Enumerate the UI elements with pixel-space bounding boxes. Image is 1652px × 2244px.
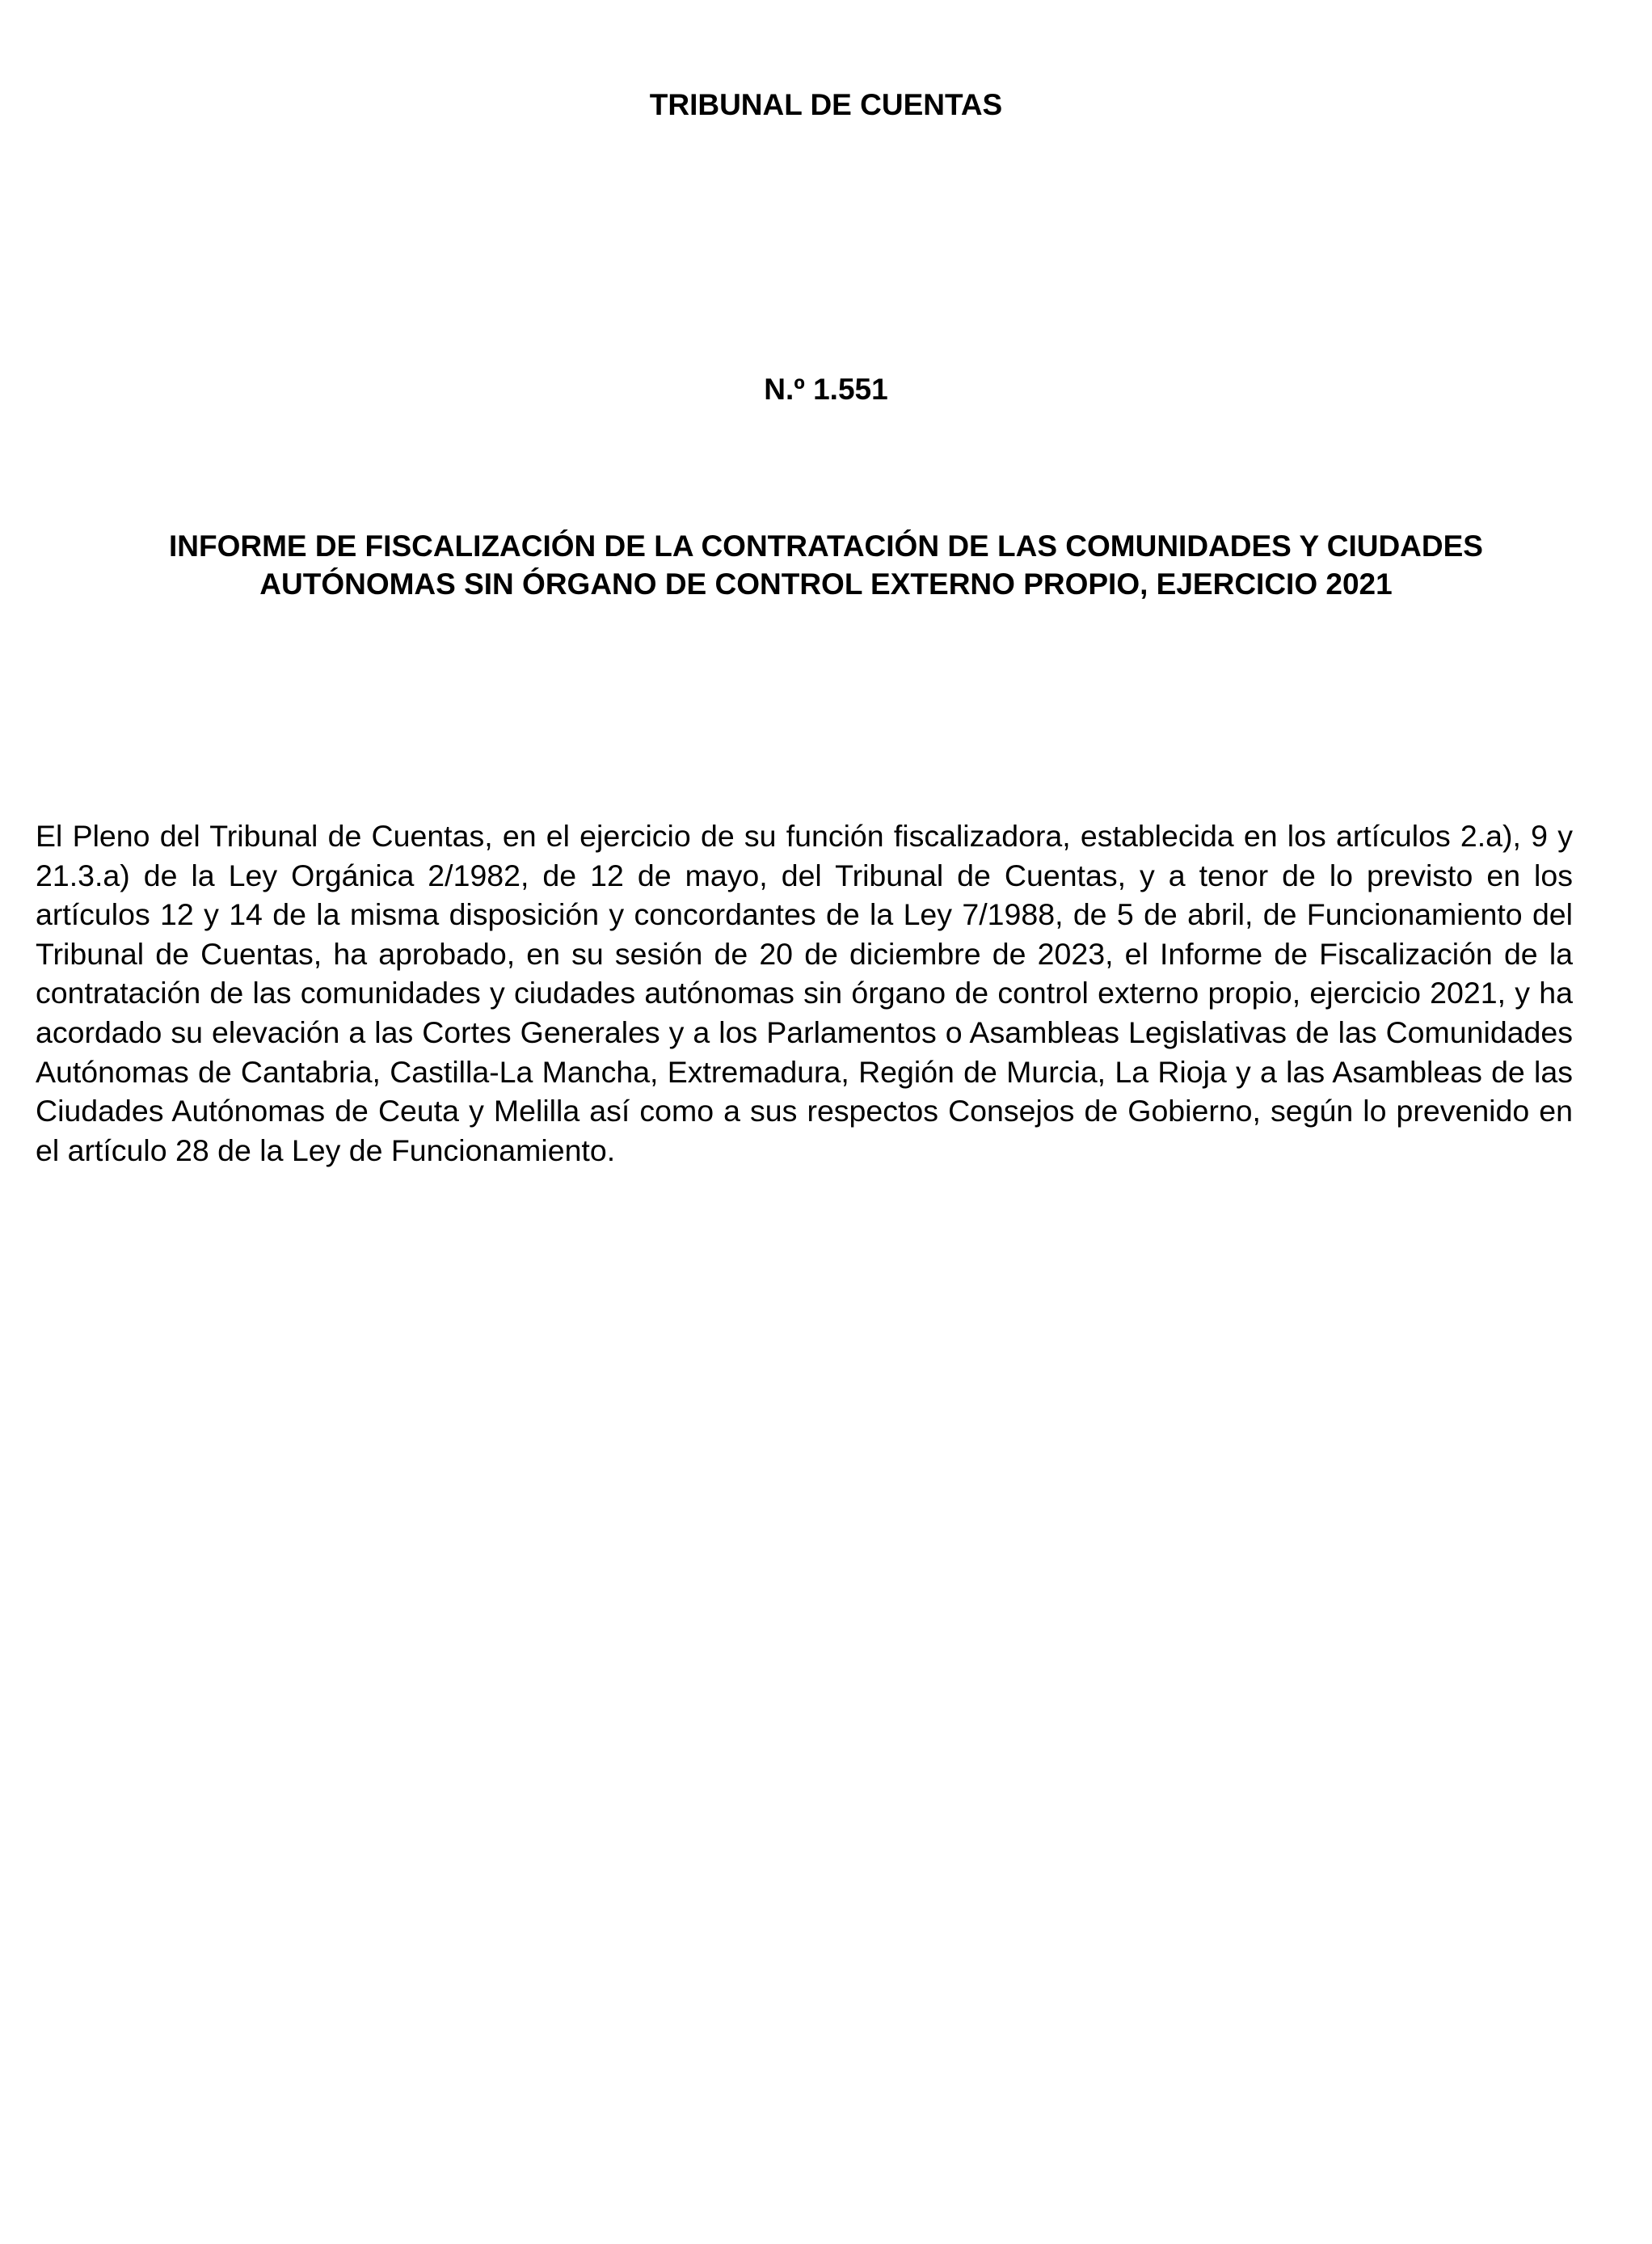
report-number: N.º 1.551 xyxy=(764,373,888,406)
document-header: TRIBUNAL DE CUENTAS xyxy=(649,88,1003,121)
body-paragraph: El Pleno del Tribunal de Cuentas, en el ejercicio de su función fiscalizadora, establecida en los artículos 2.a), 9 y 21.3.a) de la Ley Orgánica 2/1982, de 12 de mayo, del Tribunal de Cuentas, y a tenor de lo previsto en los artículos 12 y 14 de la misma disposición y concordantes de la Ley 7/1988, de 5 de abril, de Funcionamiento del Tribunal de Cuentas, ha aprobado, en su sesión de 20 de diciembre de 2023, el Informe de Fiscalización de la contratación de las comunidades y ciudades autónomas sin órgano de control externo propio, ejercicio 2021, y ha acordado su elevación a las Cortes Generales y a los Parlamentos o Asambleas Legislativas de las Comunidades Autónomas de Cantabria, Castilla-La Mancha, Extremadura, Región de Murcia, La Rioja y a las Asambleas de las Ciudades Autónomas de Ceuta y Melilla así como a sus respectos Consejos de Gobierno, según lo prevenido en el artículo 28 de la Ley de Funcionamiento. xyxy=(36,819,1573,1167)
report-title: INFORME DE FISCALIZACIÓN DE LA CONTRATACIÓN DE LAS COMUNIDADES Y CIUDADES AUTÓNOMAS SIN ÓRGANO DE CONTROL EXTERNO PROPIO, EJERCICIO 2021 xyxy=(169,529,1483,601)
